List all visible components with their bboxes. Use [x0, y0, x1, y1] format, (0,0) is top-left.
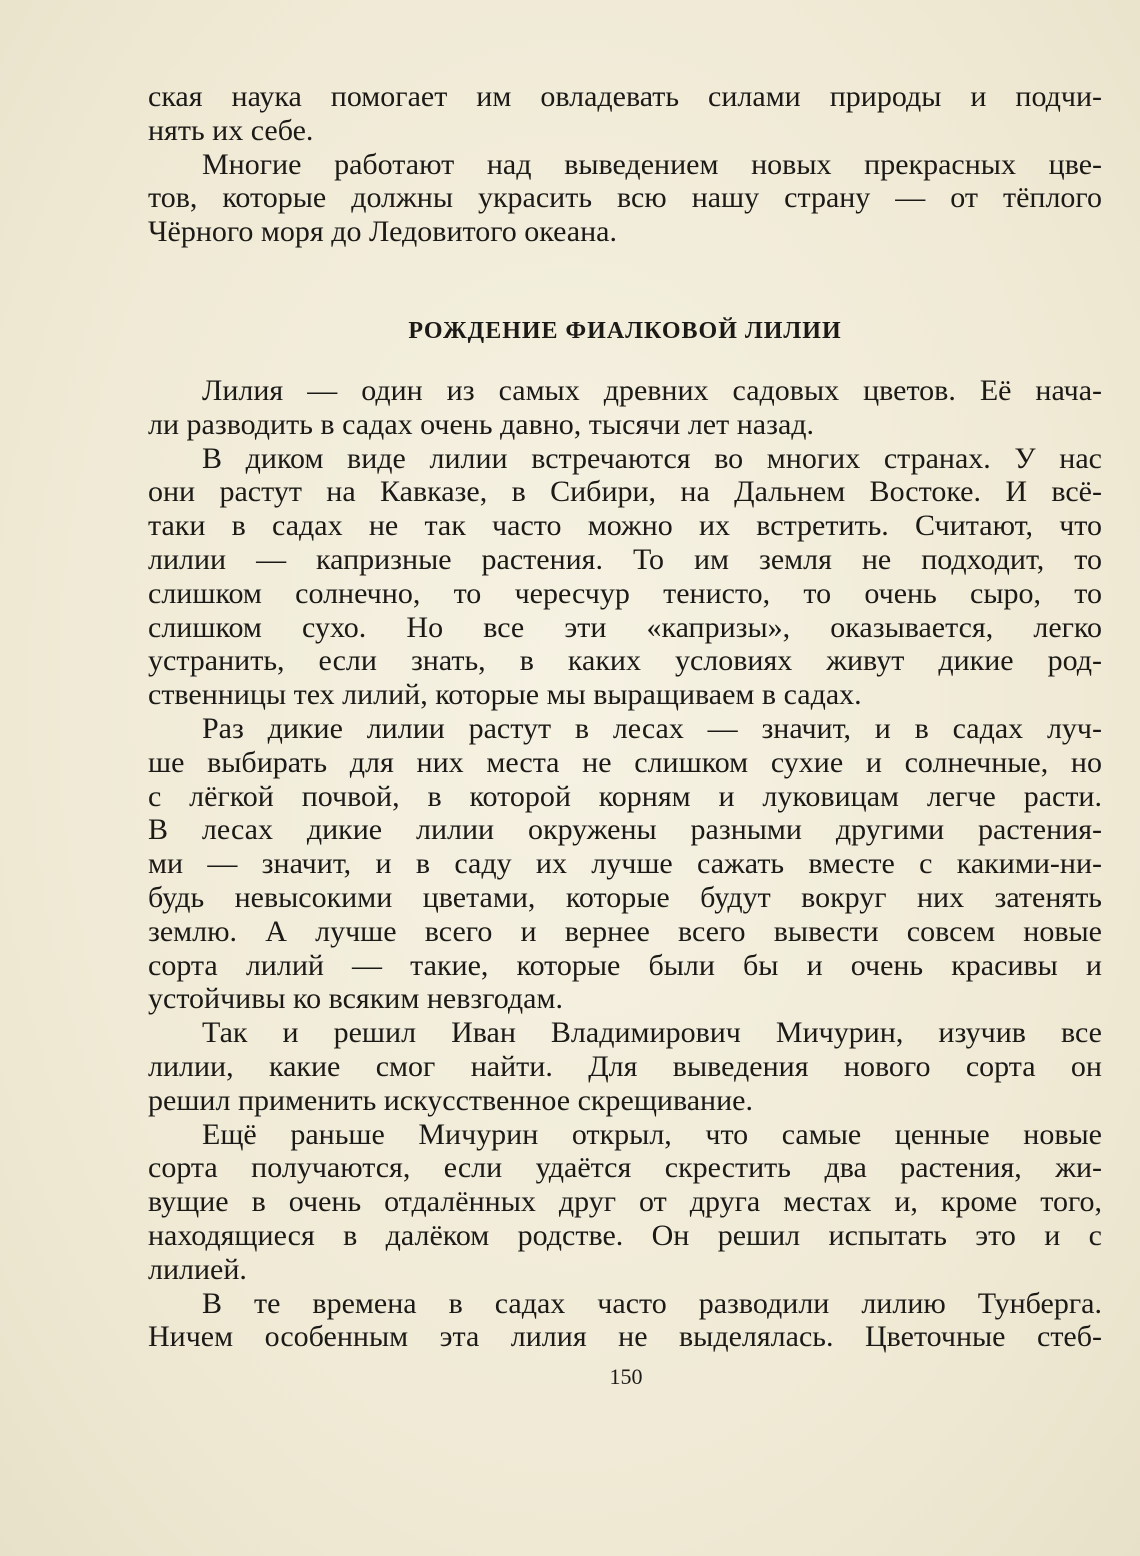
text-line: Так и решил Иван Владимирович Мичурин, изучив все — [202, 1016, 1102, 1050]
text-line: слишком сухо. Но все эти «капризы», оказывается, легко — [148, 610, 1102, 644]
text-line: с лёгкой почвой, в которой корням и луковицам легче расти. — [148, 779, 1102, 813]
text-line: В те времена в садах часто разводили лилию Тунберга. — [202, 1286, 1102, 1320]
text-line: ственницы тех лилий, которые мы выращиваем в садах. — [148, 678, 862, 712]
paragraph — [148, 1287, 1102, 1355]
paragraph — [148, 374, 1102, 442]
paragraph — [148, 1118, 1102, 1287]
text-line: ли разводить в садах очень давно, тысячи лет назад. — [148, 407, 815, 441]
text-line: таки в садах не так часто можно их встретить. Считают, что — [148, 509, 1102, 543]
main-text-block — [148, 374, 1102, 1354]
paragraph — [148, 442, 1102, 712]
text-line: лилией. — [148, 1252, 247, 1286]
text-line: Раз дикие лилии растут в лесах — значит, и в садах луч- — [202, 711, 1102, 745]
text-line: будь невысокими цветами, которые будут вокруг них затенять — [148, 880, 1102, 914]
text-line: они растут на Кавказе, в Сибири, на Дальнем Востоке. И всё- — [148, 475, 1102, 509]
paragraph — [148, 148, 1102, 249]
text-line: нять их себе. — [148, 113, 314, 147]
text-line: сорта получаются, если удаётся скрестить два растения, жи- — [148, 1151, 1102, 1185]
text-line: ше выбирать для них места не слишком сухие и солнечные, но — [148, 745, 1102, 779]
text-line: ми — значит, и в саду их лучше сажать вместе с какими-ни- — [148, 847, 1102, 881]
text-line: лилии, какие смог найти. Для выведения нового сорта он — [148, 1049, 1102, 1083]
paragraph — [148, 712, 1102, 1016]
text-line: лилии — капризные растения. То им земля не подходит, то — [148, 542, 1102, 576]
text-line: Ещё раньше Мичурин открыл, что самые ценные новые — [202, 1117, 1102, 1151]
text-line: Чёрного моря до Ледовитого океана. — [148, 215, 617, 249]
text-line: решил применить искусственное скрещивание. — [148, 1083, 753, 1117]
text-line: устойчивы ко всяким невзгодам. — [148, 982, 563, 1016]
paragraph — [148, 1016, 1102, 1117]
paragraph — [148, 80, 1102, 148]
text-line: слишком солнечно, то чересчур тенисто, то очень сыро, то — [148, 576, 1102, 610]
text-line: ская наука помогает им овладевать силами природы и подчи- — [148, 80, 1102, 113]
text-line: тов, которые должны украсить всю нашу страну — от тёплого — [148, 181, 1102, 215]
text-line: В лесах дикие лилии окружены разными другими растения- — [148, 813, 1102, 847]
text-line: Лилия — один из самых древних садовых цветов. Её нача- — [202, 374, 1102, 407]
text-line: землю. А лучше всего и вернее всего вывести совсем новые — [148, 914, 1102, 948]
text-line: Ничем особенным эта лилия не выделялась. Цветочные стеб- — [148, 1320, 1102, 1354]
page-number: 150 — [609, 1364, 643, 1389]
top-text-block — [148, 80, 1102, 249]
text-line: сорта лилий — такие, которые были бы и очень красивы и — [148, 948, 1102, 982]
text-line: Многие работают над выведением новых прекрасных цве- — [202, 147, 1102, 181]
text-line: В диком виде лилии встречаются во многих странах. У нас — [202, 441, 1102, 475]
chapter-heading: РОЖДЕНИЕ ФИАЛКОВОЙ ЛИЛИИ — [408, 318, 842, 344]
text-line: находящиеся в далёком родстве. Он решил испытать это и с — [148, 1218, 1102, 1252]
text-line: устранить, если знать, в каких условиях живут дикие род- — [148, 644, 1102, 678]
text-line: вущие в очень отдалённых друг от друга местах и, кроме того, — [148, 1185, 1102, 1219]
